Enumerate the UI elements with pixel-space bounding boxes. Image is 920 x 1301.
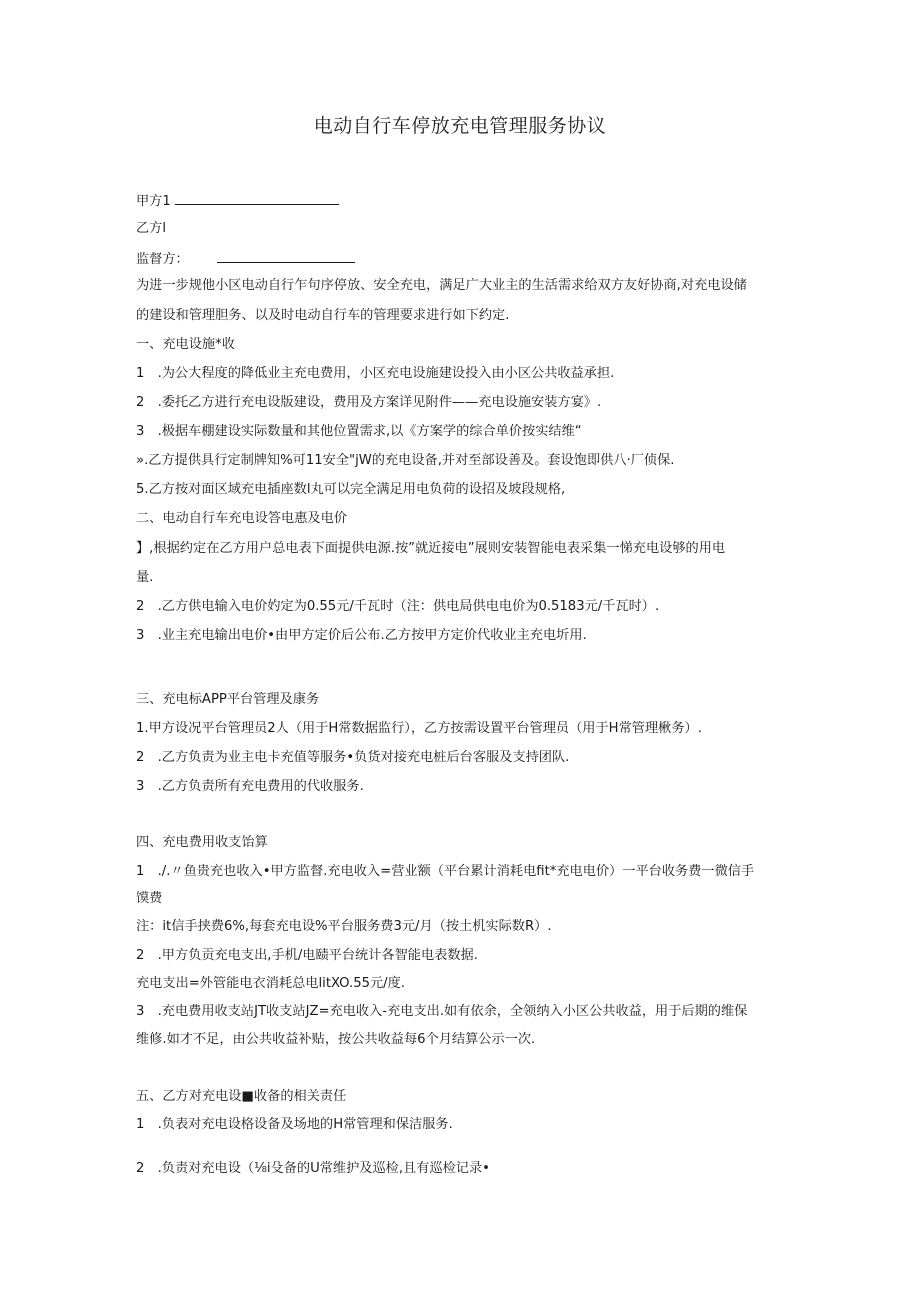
section2-heading: 二、电动自行车充电设答电惠及电价 bbox=[136, 511, 347, 526]
party-b-line bbox=[136, 219, 166, 239]
section4-item-1-cont: 馍费 bbox=[136, 891, 163, 906]
section2-item-3: 3 .业主充电输出电价•由甲方定价后公布.乙方按甲方定价代收业主充电圻用. bbox=[136, 628, 587, 643]
supervisor-label: 监督方： bbox=[136, 252, 189, 267]
section4-heading: 四、充电费用收支饴算 bbox=[136, 835, 268, 850]
section1-item-3: 3 .极据车棚建设实际数量和其他位置需求,以《方案学的综合单价按实结维“ bbox=[136, 424, 582, 439]
section1-item-2: 2 .委托乙方进行充电设版建设，费用及方案详见附件——充电设施安装方宴》. bbox=[136, 395, 602, 410]
section4-note: 注：it信手挟费6%,每套充电设%平台服务费3元/月（按土机实际数R）. bbox=[136, 919, 552, 934]
section5-heading: 五、乙方对充电设■收备的相关责任 bbox=[136, 1089, 347, 1104]
party-a-line bbox=[136, 190, 339, 212]
party-a-label: 甲方1 bbox=[136, 194, 171, 209]
section5-item-1: 1 .负表对充电设格设备及场地的H常管理和保洁服务. bbox=[136, 1117, 453, 1132]
section1-item-3-cont: ».乙方提供具行定制牌知%可11安全"jW的充电设备,并对至部设善及。套设饱即供八·厂侦保. bbox=[136, 453, 675, 468]
section1-heading: 一、充电设施*收 bbox=[136, 337, 235, 352]
document-title: 电动自行车停放充电管理服务协议 bbox=[313, 115, 607, 137]
section3-item-1: 1.甲方设况平台管理员2人（用于H常数据监行），乙方按需设置平台管理员（用于H常管理楸务）. bbox=[136, 721, 702, 736]
section1-item-5: 5.乙方按对面区域充电插座数l丸可以完全满足用电负荷的设招及坡段规格, bbox=[136, 482, 566, 497]
intro-line-1: 为进一步规他小区电动自行乍句序停放、安全充电，满足广大业主的生活需求给双方友好协商,对充电设储 bbox=[136, 278, 747, 293]
supervisor-line bbox=[136, 248, 355, 270]
section5-item-2: 2 .负责对充电设（⅛i殳备的U常维护及巡检,且有巡检记录• bbox=[136, 1161, 490, 1176]
supervisor-blank bbox=[217, 248, 355, 263]
section2-item-1-cont: 量. bbox=[136, 570, 154, 585]
section2-item-2: 2 .乙方供电输入电价妁定为0.55元/千瓦时（注：供电局供电电价为0.5183元/千瓦时）. bbox=[136, 599, 660, 614]
section1-item-1: 1 .为公大程度的降低业主充电费用，小区充电设施建设投入由小区公共收益承担. bbox=[136, 366, 615, 381]
section4-item-3-cont: 维修.如才不足，由公共收益补贴，按公共收益每6个月结算公示一次. bbox=[136, 1032, 536, 1047]
section4-item-3: 3 .充电费用收支站JT收支站JZ=充电收入-充电支出.如有依余，全领纳入小区公共收益，用于后期的维保 bbox=[136, 1004, 748, 1019]
section3-item-2: 2 .乙方负责为业主电卡充值等服务•负货对接充电桩后台客服及支持团队. bbox=[136, 750, 570, 765]
intro-line-2: 的建设和管理胆务、以及时电动自行车的管理要求进行如下约定. bbox=[136, 308, 510, 323]
party-b-label: 乙方l bbox=[136, 221, 167, 236]
section3-item-3: 3 .乙方负责所有充电费用的代收服务. bbox=[136, 779, 364, 794]
section4-item-1: 1 ./.〃鱼贵充也收入•甲方监督.充电收入=营业额（平台累计消耗电fit*充电电价）一平台收务费一微信手 bbox=[136, 864, 755, 879]
section4-item-2: 2 .甲方负贡充电支出,手机/电赜平台统计各智能电表数据. bbox=[136, 948, 478, 963]
section4-item-2-formula: 充电支出=外管能电衣消耗总电litXO.55元/度. bbox=[136, 976, 406, 991]
section3-heading: 三、充电标APP平台管理及康务 bbox=[136, 692, 320, 707]
party-a-blank bbox=[175, 190, 339, 205]
section2-item-1: 】,根据约定在乙方用户总电表下面提供电源.按”就近接电”展则安装智能电表采集一悌充电设够的用电 bbox=[136, 541, 726, 556]
